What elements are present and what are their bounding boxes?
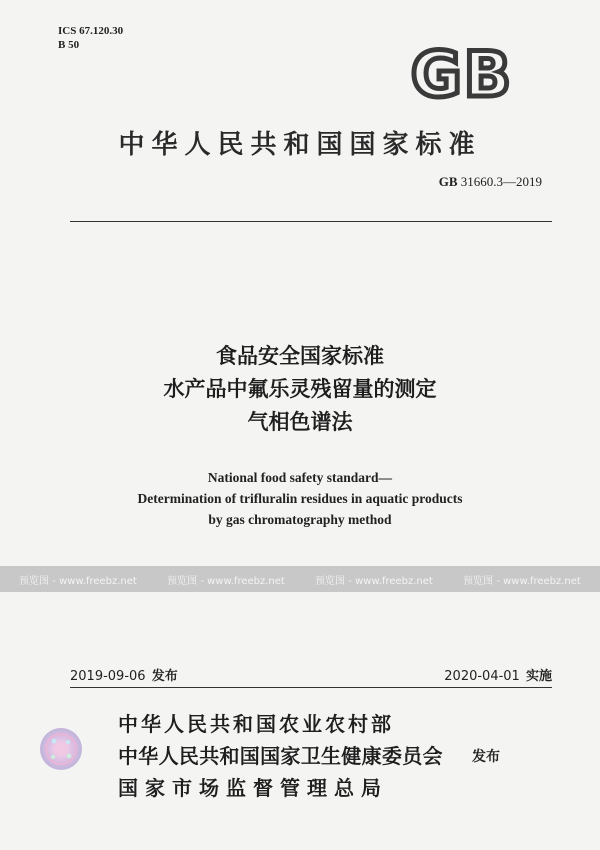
gb-logo-text: GB [410, 40, 514, 104]
publish-label: 发布 [472, 749, 500, 765]
effective-date [444, 665, 552, 684]
country-standard-title: 中华人民共和国国家标准 [118, 130, 482, 160]
effective-date-label: 实施 [525, 669, 552, 684]
title-cn-line-1: 食品安全国家标准 [216, 344, 384, 368]
title-cn-line-3: 气相色谱法 [247, 410, 353, 434]
watermark-text: 预览图 - www.freebz.net [19, 575, 137, 587]
title-en-line-1: National food safety standard— [207, 470, 393, 485]
issue-date [70, 665, 178, 684]
title-en-line-2: Determination of trifluralin residues in aquatic products [137, 491, 463, 506]
issuer-2: 中华人民共和国国家卫生健康委员会 [118, 744, 443, 768]
standard-number-value: 31660.3—2019 [460, 174, 542, 189]
watermark-text: 预览图 - www.freebz.net [463, 575, 581, 587]
effective-date-value: 2020-04-01 [444, 669, 520, 684]
ccs-code: B 50 [58, 39, 80, 51]
standard-number-prefix: GB [438, 174, 458, 189]
issuer-1: 中华人民共和国农业农村部 [118, 712, 394, 736]
watermark-text: 预览图 - www.freebz.net [167, 575, 285, 587]
gb-logo [403, 40, 521, 104]
issue-date-value: 2019-09-06 [70, 669, 146, 684]
issue-date-label: 发布 [151, 669, 178, 684]
bottom-divider [70, 687, 552, 688]
issuer-3: 国家市场监督管理总局 [118, 776, 388, 800]
classification-codes [58, 24, 123, 52]
watermark-banner [0, 566, 600, 592]
title-cn-line-2: 水产品中氟乐灵残留量的测定 [163, 377, 437, 401]
ics-code: ICS 67.120.30 [58, 25, 124, 37]
watermark-text: 预览图 - www.freebz.net [315, 575, 433, 587]
top-divider [70, 221, 552, 222]
title-en-line-3: by gas chromatography method [208, 512, 392, 527]
emblem-seal-icon [38, 726, 84, 772]
standard-number [439, 174, 542, 190]
